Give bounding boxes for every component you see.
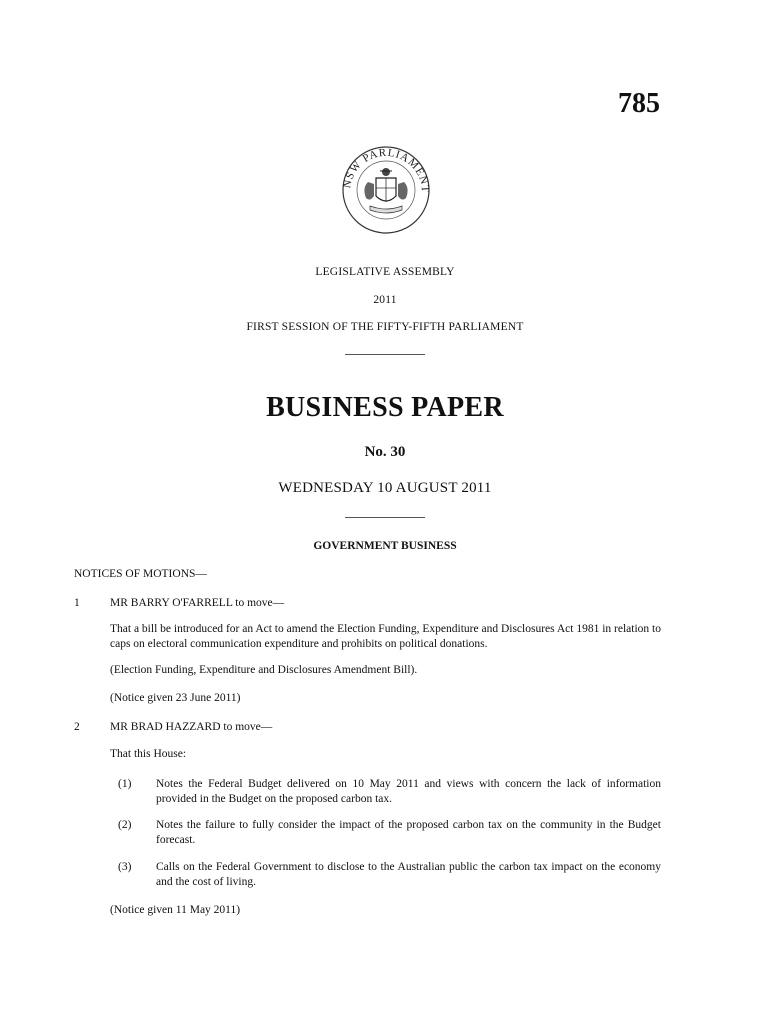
page-number: 785 [618,88,660,119]
session-name: FIRST SESSION OF THE FIFTY-FIFTH PARLIAMENT [246,321,524,333]
motion-intro: That this House: [110,748,187,760]
subitem-label: (1) [118,778,132,790]
notice-date: (Notice given 23 June 2011) [110,692,241,704]
item-mover: MR BARRY O'FARRELL to move— [110,597,285,609]
motion-text: That a bill be introduced for an Act to amend the Election Funding, Expenditure and Disclosures Act 1981 in relation to caps on electoral communication expenditure and prohibits on political donations. [110,623,661,650]
year: 2011 [373,294,397,306]
divider [345,517,425,518]
paper-number: No. 30 [364,444,406,460]
paper-date: WEDNESDAY 10 AUGUST 2011 [278,480,492,496]
page-title: BUSINESS PAPER [266,392,504,423]
divider [345,354,425,355]
item-number: 1 [74,597,80,609]
section-heading: GOVERNMENT BUSINESS [313,540,457,552]
subitem-text: Notes the failure to fully consider the impact of the proposed carbon tax on the community in the Budget forecast. [156,819,661,846]
notices-heading: NOTICES OF MOTIONS— [74,568,207,580]
chamber-name: LEGISLATIVE ASSEMBLY [315,266,455,278]
item-mover: MR BRAD HAZZARD to move— [110,721,273,733]
seal-text: NSW PARLIAMENT [341,146,432,194]
item-number: 2 [74,721,80,733]
subitem-label: (3) [118,861,132,873]
subitem-text: Calls on the Federal Government to disclose to the Australian public the carbon tax impact on the economy and the cost of living. [156,861,661,888]
subitem-text: Notes the Federal Budget delivered on 10 May 2011 and views with concern the lack of information provided in the Budget on the proposed carbon tax. [156,778,661,805]
subitem-label: (2) [118,819,132,831]
notice-date: (Notice given 11 May 2011) [110,904,241,916]
bill-name: (Election Funding, Expenditure and Disclosures Amendment Bill). [110,664,418,676]
nsw-parliament-seal-icon [334,138,438,234]
